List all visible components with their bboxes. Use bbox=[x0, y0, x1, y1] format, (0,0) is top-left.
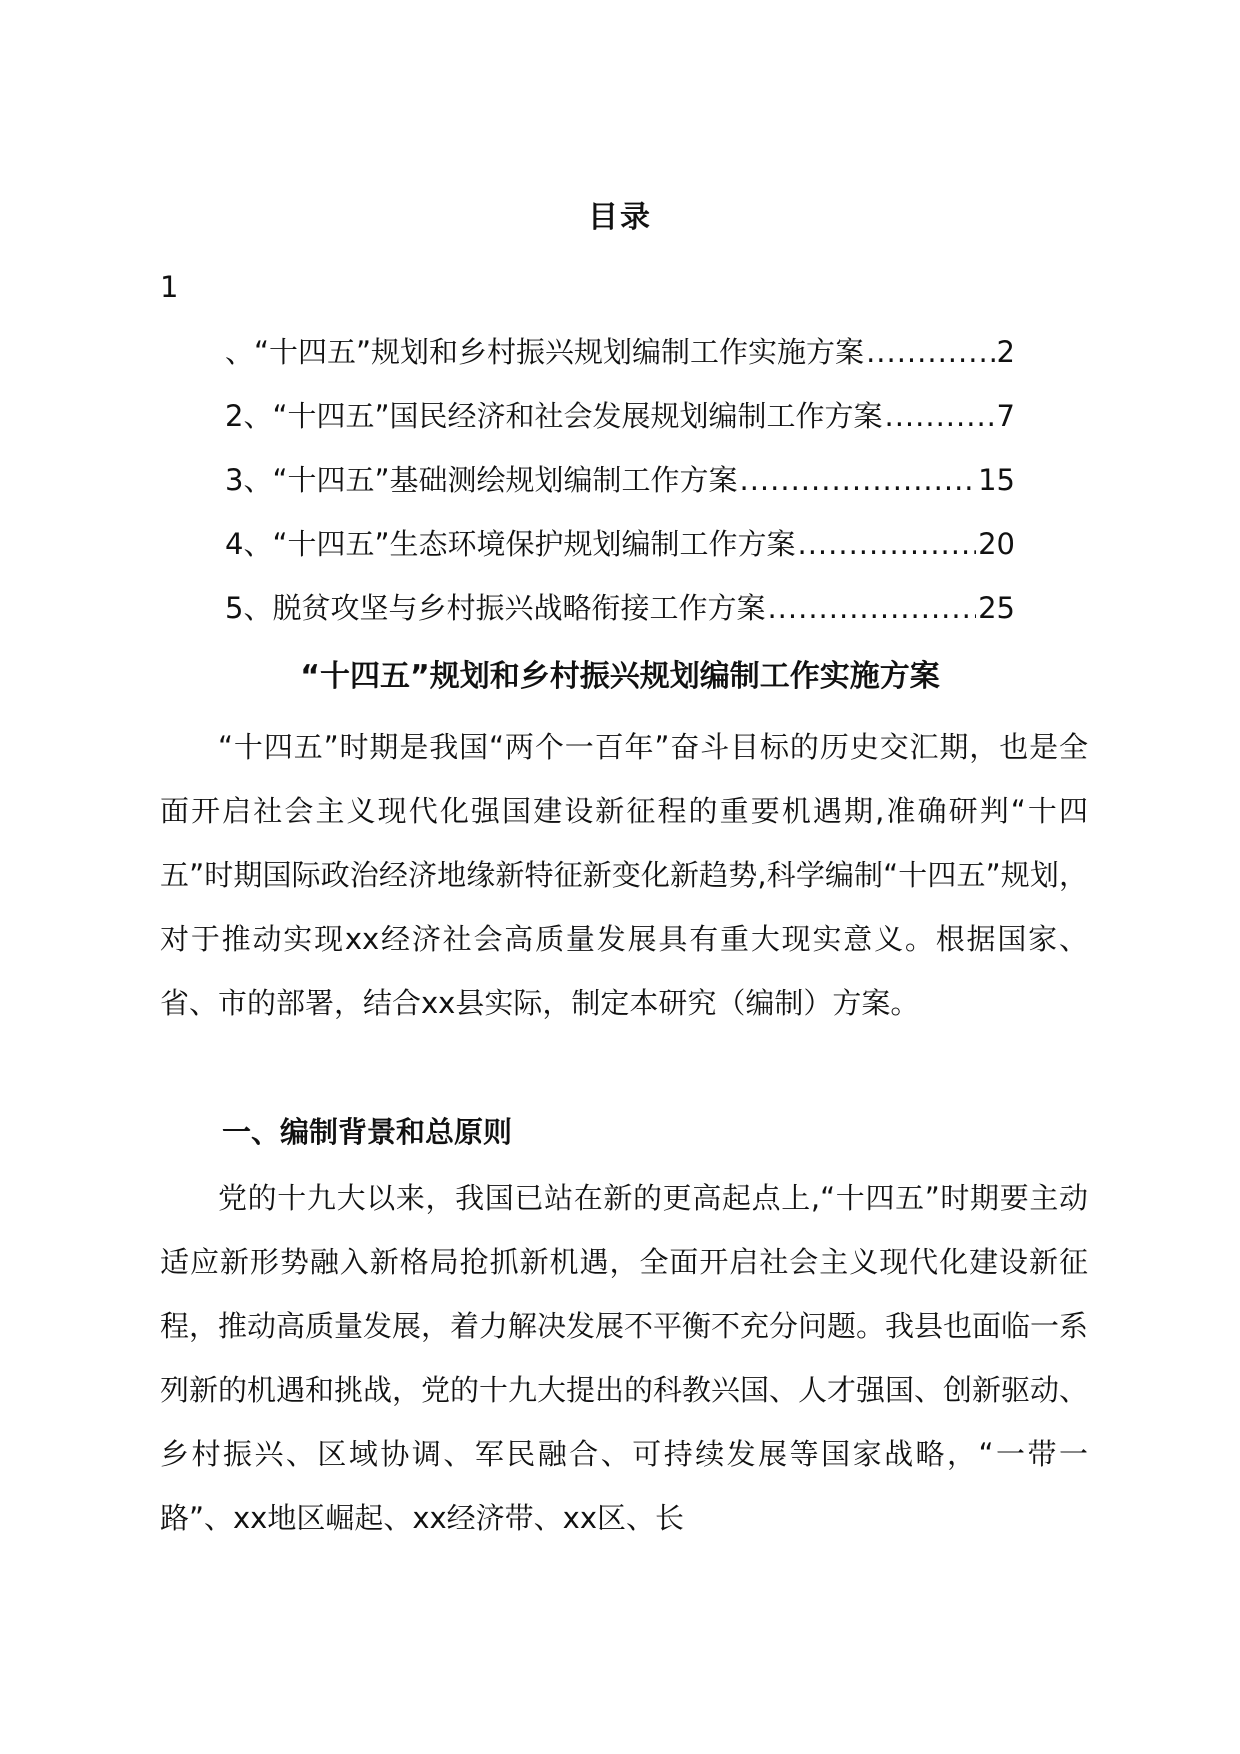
toc-dot-leader bbox=[866, 330, 994, 374]
toc-entry-page: 7 bbox=[996, 399, 1015, 433]
toc-list bbox=[225, 330, 1015, 650]
toc-entry-text: 5、脱贫攻坚与乡村振兴战略衔接工作方案 bbox=[225, 591, 766, 625]
toc-dot-leader bbox=[885, 394, 995, 438]
intro-paragraph: “十四五”时期是我国“两个一百年”奋斗目标的历史交汇期，也是全面开启社会主义现代化强国建设新征程的重要机遇期,准确研判“十四五”时期国际政治经济地缘新特征新变化新趋势,科学编制“十四五”规划，对于推动实现xx经济社会高质量发展具有重大现实意义。根据国家、省、市的部署，结合xx县实际，制定本研究（编制）方案。 bbox=[160, 730, 1088, 1020]
toc-entry-text: 4、“十四五”生态环境保护规划编制工作方案 bbox=[225, 527, 796, 561]
toc-entry[interactable] bbox=[225, 522, 1015, 586]
toc-entry-page: 2 bbox=[996, 335, 1015, 369]
section-paragraph: 党的十九大以来，我国已站在新的更高起点上,“十四五”时期要主动适应新形势融入新格局抢抓新机遇，全面开启社会主义现代化建设新征程，推动高质量发展，着力解决发展不平衡不充分问题。我县也面临一系列新的机遇和挑战，党的十九大提出的科教兴国、人才强国、创新驱动、乡村振兴、区域协调、军民融合、可持续发展等国家战略，“一带一路”、xx地区崛起、xx经济带、xx区、长 bbox=[160, 1181, 1089, 1535]
toc-entry[interactable] bbox=[225, 458, 1015, 522]
toc-dot-leader bbox=[740, 458, 977, 502]
toc-title: 目录 bbox=[588, 200, 652, 235]
toc-entry[interactable] bbox=[225, 586, 1015, 650]
toc-first-line: 1 bbox=[160, 270, 179, 304]
toc-entry-text: 3、“十四五”基础测绘规划编制工作方案 bbox=[225, 463, 738, 497]
toc-entry-text: 2、“十四五”国民经济和社会发展规划编制工作方案 bbox=[225, 399, 883, 433]
toc-entry-page: 15 bbox=[978, 463, 1015, 497]
toc-dot-leader bbox=[798, 522, 977, 566]
document-title: “十四五”规划和乡村振兴规划编制工作实施方案 bbox=[300, 659, 940, 694]
toc-entry-page: 25 bbox=[978, 591, 1015, 625]
toc-entry[interactable] bbox=[225, 330, 1015, 394]
toc-dot-leader bbox=[767, 586, 976, 630]
section-heading: 一、编制背景和总原则 bbox=[222, 1115, 513, 1149]
toc-entry-page: 20 bbox=[978, 527, 1015, 561]
toc-entry-text: 、“十四五”规划和乡村振兴规划编制工作实施方案 bbox=[225, 335, 865, 369]
toc-entry[interactable] bbox=[225, 394, 1015, 458]
